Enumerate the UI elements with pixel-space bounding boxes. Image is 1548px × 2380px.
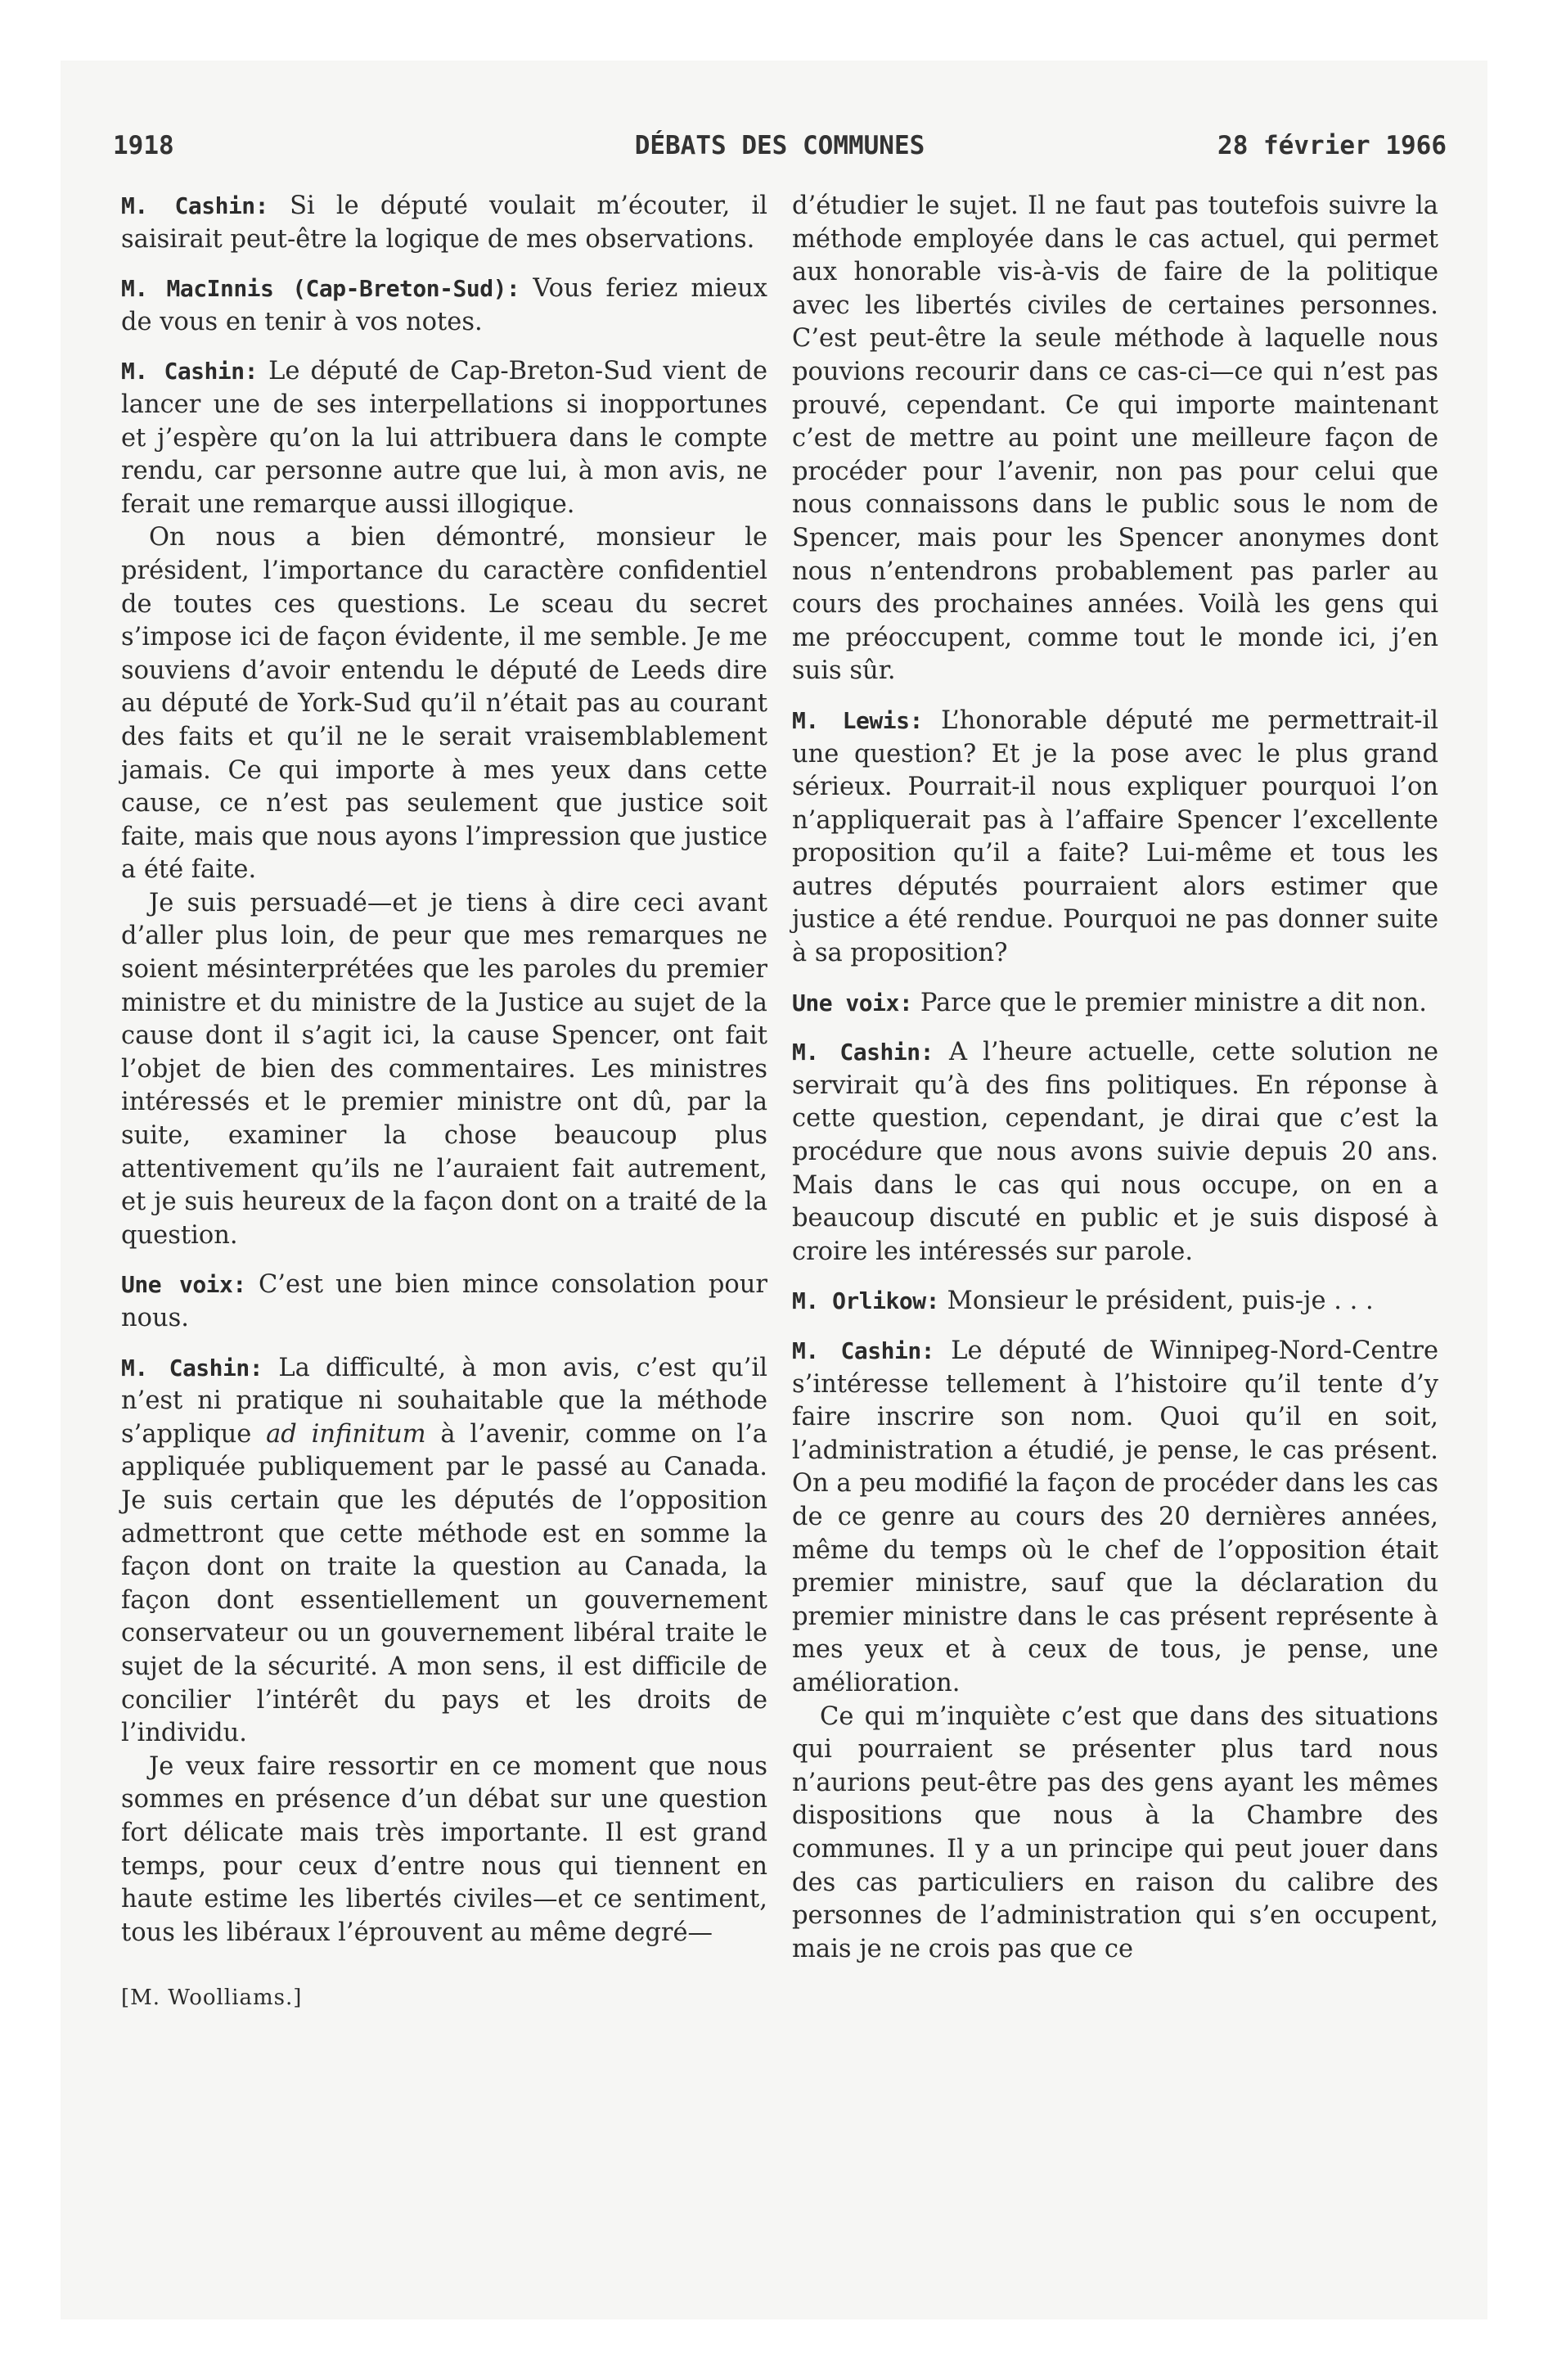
paragraph (792, 1701, 1438, 1967)
paragraph-text: L’honorable député me permettrait-il une question? Et je la pose avec le plus grand sérieux. Pourrait-il nous expliquer pourquoi l’on n’appliquerait pas à l’affaire Spencer l’excellente proposition qu’il a faite? Lui-même et tous les autres députés pourraient alors estimer que justice a été rendue. Pourquoi ne pas donner suite à sa proposition? (792, 705, 1438, 968)
footnote: [M. Woolliams.] (121, 1986, 303, 2010)
paragraph (121, 1751, 767, 1950)
paragraph-text: à l’avenir, comme on l’a appliquée publiquement par le passé au Canada. Je suis certain que les députés de l’opposition admettront que cette méthode est en somme la façon dont on traite la question au Canada, la façon dont essentiellement un gouvernement conservateur ou un gouvernement libéral traite le sujet de la sécurité. A mon sens, il est difficile de concilier l’intérêt du pays et les droits de l’individu. (121, 1419, 767, 1748)
paragraph (792, 190, 1438, 688)
paragraph-text: Vous feriez mieux de vous en tenir à vos notes. (121, 274, 767, 336)
paragraph (121, 1269, 767, 1335)
speaker-name: M. Cashin: (121, 358, 258, 385)
paragraph (121, 190, 767, 256)
left-column (121, 190, 767, 1950)
paragraph (792, 1285, 1438, 1318)
paragraph-text: Si le député voulait m’écouter, il saisirait peut-être la logique de mes observations. (121, 192, 767, 254)
paragraph-text: Ce qui m’inquiète c’est que dans des situations qui pourraient se présenter plus tard nous n’aurions peut-être pas des gens ayant les mêmes dispositions que nous à la Chambre des communes. Il y a un principe qui peut jouer dans des cas particuliers en raison du calibre des personnes de l’administration qui s’en occupent, mais je ne crois pas que ce (792, 1702, 1438, 1963)
paragraph-text: On nous a bien démontré, monsieur le président, l’importance du caractère confidentiel de toutes ces questions. Le sceau du secret s’impose ici de façon évidente, il me semble. Je me souviens d’avoir entendu le député de Leeds dire au député de York-Sud qu’il n’était pas au courant des faits et qu’il ne le serait vraisemblablement jamais. Ce qui importe à mes yeux dans cette cause, ce n’est pas seulement que justice soit faite, mais que nous ayons l’impression que justice a été faite. (121, 523, 767, 885)
paragraph-text: Monsieur le président, puis-je . . . (938, 1287, 1374, 1316)
speaker-name: Une voix: (792, 989, 913, 1016)
paragraph (792, 987, 1438, 1021)
speaker-name: M. Cashin: (792, 1039, 934, 1066)
paragraph (121, 521, 767, 887)
paragraph (792, 1036, 1438, 1269)
page-number: 1918 (113, 131, 174, 160)
paragraph-text: A l’heure actuelle, cette solution ne servirait qu’à des fins politiques. En réponse à cette question, cependant, je dirai que c’est la procédure que nous avons suivie depuis 20 ans. Mais dans le cas qui nous occupe, on en a beaucoup discuté en public et je suis disposé à croire les intéressés sur parole. (792, 1038, 1438, 1266)
speaker-name: M. Cashin: (121, 192, 269, 219)
latin-phrase: ad infinitum (266, 1419, 426, 1449)
speaker-name: M. Cashin: (792, 1337, 935, 1364)
paragraph-text: Je suis persuadé—et je tiens à dire ceci avant d’aller plus loin, de peur que mes remarques ne soient mésinterprétées que les paroles du premier ministre et du ministre de la Justice au sujet de la cause dont il s’agit ici, la cause Spencer, ont fait l’objet de bien des commentaires. Les ministres intéressés et le premier ministre ont dû, par la suite, examiner la chose beaucoup plus attentivement qu’ils ne l’auraient fait autrement, et je suis heureux de la façon dont on a traité de la question. (121, 888, 767, 1250)
paragraph-text: Parce que le premier ministre a dit non. (912, 988, 1427, 1017)
paragraph (121, 1352, 767, 1751)
page-title: DÉBATS DES COMMUNES (634, 131, 925, 160)
paragraph-text: La difficulté, à mon avis, c’est qu’il n’est ni pratique ni souhaitable que la méthode s’applique (121, 1353, 767, 1449)
speaker-name: M. Orlikow: (792, 1287, 939, 1315)
speaker-name: M. Cashin: (121, 1354, 263, 1382)
paragraph (792, 705, 1438, 971)
right-column (792, 190, 1438, 1966)
speaker-name: M. Lewis: (792, 706, 923, 734)
page-header (113, 131, 1447, 172)
paragraph-text: Le député de Cap-Breton-Sud vient de lancer une de ses interpellations si inopportunes et j’espère qu’on la lui attribuera dans le compte rendu, car personne autre que lui, à mon avis, ne ferait une remarque aussi illogique. (121, 357, 767, 519)
paragraph-text: d’étudier le sujet. Il ne faut pas toutefois suivre la méthode employée dans le cas actuel, qui permet aux honorable vis-à-vis de faire de la politique avec les libertés civiles de certaines personnes. C’est peut-être la seule méthode à laquelle nous pouvions recourir dans ce cas-ci—ce qui n’est pas prouvé, cependant. Ce qui importe maintenant c’est de mettre au point une meilleure façon de procéder pour l’avenir, non pas pour celui que nous connaissons dans le public sous le nom de Spencer, mais pour les Spencer anonymes dont nous n’entendrons probablement pas parler au cours des prochaines années. Voilà les gens qui me préoccupent, comme tout le monde ici, j’en suis sûr. (792, 192, 1438, 686)
speaker-name: Une voix: (121, 1271, 246, 1299)
paragraph (121, 355, 767, 521)
page-date: 28 février 1966 (1217, 131, 1447, 160)
paragraph-text: Le député de Winnipeg-Nord-Centre s’intéresse tellement à l’histoire qu’il tente d’y faire inscrire son nom. Quoi qu’il en soit, l’administration a étudié, je pense, le cas présent. On a peu modifié la façon de procéder dans les cas de ce genre au cours des 20 dernières années, même du temps où le chef de l’opposition était premier ministre, sauf que la déclaration du premier ministre dans le cas présent représente à mes yeux et à ceux de tous, je pense, une amélioration. (792, 1336, 1438, 1697)
paragraph-text: C’est une bien mince consolation pour nous. (121, 1270, 767, 1332)
paragraph-text: Je veux faire ressortir en ce moment que nous sommes en présence d’un débat sur une question fort délicate mais très importante. Il est grand temps, pour ceux d’entre nous qui tiennent en haute estime les libertés civiles—et ce sentiment, tous les libéraux l’éprouvent au même degré— (121, 1751, 767, 1947)
speaker-name: M. MacInnis (Cap-Breton-Sud): (121, 275, 520, 303)
paragraph (121, 887, 767, 1253)
paragraph (121, 273, 767, 339)
paragraph (792, 1335, 1438, 1701)
